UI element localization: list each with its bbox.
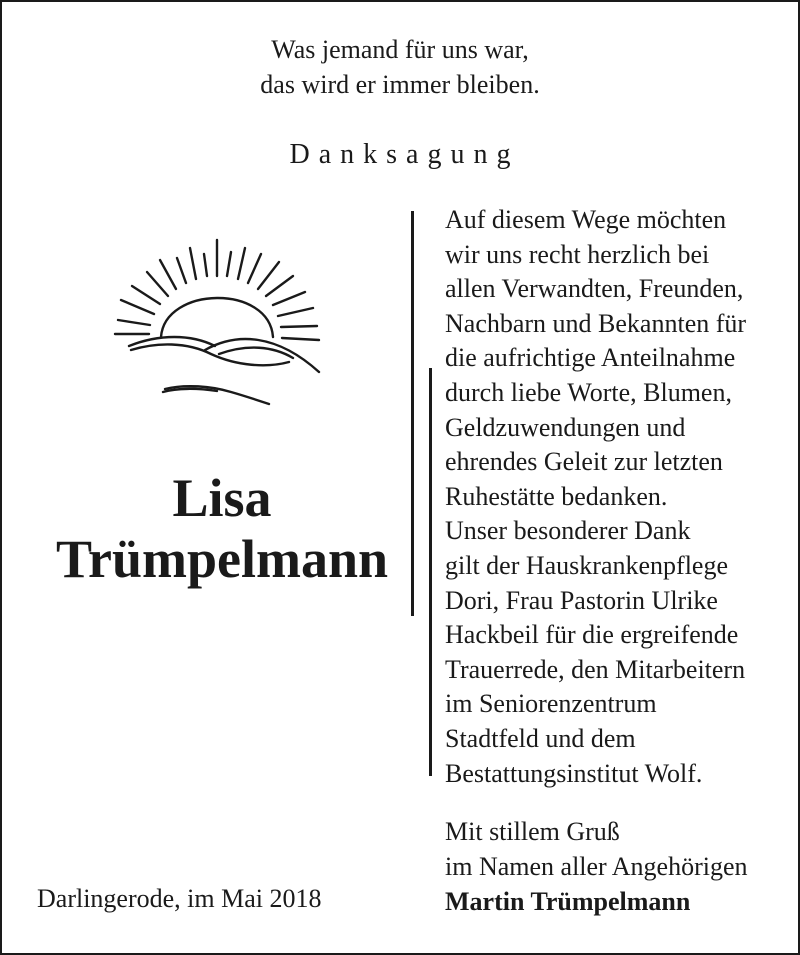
message-line: durch liebe Worte, Blumen, (445, 377, 732, 407)
message-line: Stadtfeld und dem (445, 723, 636, 753)
message-line: allen Verwandten, Freunden, (445, 274, 744, 304)
vertical-divider-upper (411, 211, 414, 616)
closing-block (445, 814, 748, 919)
message-line: Hackbeil für die ergreifende (445, 620, 739, 650)
closing-greeting: Mit stillem Gruß (445, 817, 620, 846)
message-line: gilt der Hauskrankenpflege (445, 550, 729, 580)
thank-you-message (445, 203, 790, 791)
deceased-first-name: Lisa (172, 468, 272, 528)
motto (2, 32, 798, 102)
motto-line-1: Was jemand für uns war, (271, 35, 529, 64)
message-line: Unser besonderer Dank (445, 516, 691, 546)
message-line: Nachbarn und Bekannten für (445, 308, 747, 338)
place-and-date: Darlingerode, im Mai 2018 (37, 884, 322, 913)
message-line: Ruhestätte bedanken. (445, 481, 668, 511)
vertical-divider-lower (429, 368, 432, 776)
closing-on-behalf: im Namen aller Angehörigen (445, 852, 748, 881)
message-line: wir uns recht herzlich bei (445, 239, 710, 269)
message-line: Bestattungsinstitut Wolf. (445, 758, 703, 788)
message-line: Geldzuwendungen und (445, 412, 686, 442)
message-line: Auf diesem Wege möchten (445, 205, 727, 234)
message-line: Dori, Frau Pastorin Ulrike (445, 585, 718, 615)
sunrise-over-hills-icon (107, 234, 327, 414)
message-line: ehrendes Geleit zur letzten (445, 447, 723, 477)
message-line: Trauerrede, den Mitarbeitern (445, 654, 746, 684)
signer-name: Martin Trümpelmann (445, 887, 691, 916)
deceased-last-name: Trümpelmann (55, 529, 389, 589)
message-line: die aufrichtige Anteilnahme (445, 343, 736, 373)
message-line: im Seniorenzentrum (445, 689, 657, 719)
heading-danksagung: Danksagung (289, 139, 520, 170)
motto-line-2: das wird er immer bleiben. (260, 70, 540, 99)
